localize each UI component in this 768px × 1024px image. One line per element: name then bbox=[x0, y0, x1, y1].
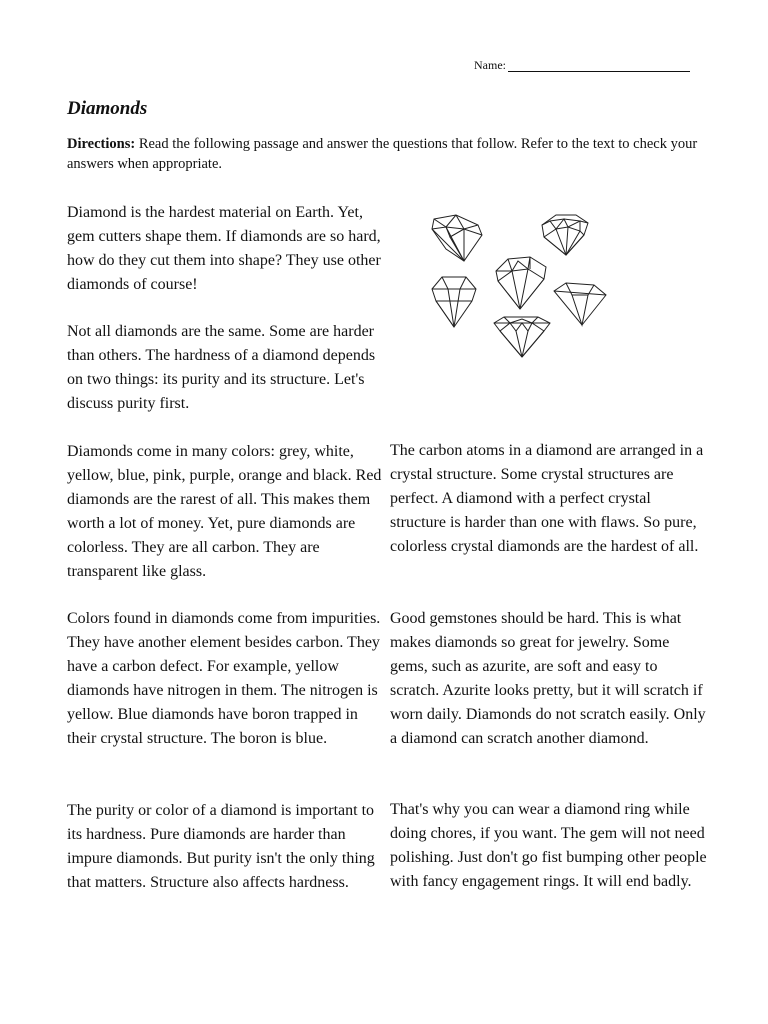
passage-paragraph-3: Diamonds come in many colors: grey, white, yellow, blue, pink, purple, orange and black. Red diamonds are the rarest of all. This makes them worth a lot of money. Yet, pure diamonds are colorless. They are all carbon. They are transparent like glass. bbox=[67, 443, 382, 580]
passage-paragraph-2: Not all diamonds are the same. Some are harder than others. The hardness of a diamond depends on two things: its purity and its structure. Let's discuss purity first. bbox=[67, 323, 376, 412]
name-blank-line[interactable] bbox=[508, 59, 690, 72]
passage-paragraph-8: That's why you can wear a diamond ring while doing chores, if you want. The gem will not need polishing. Just don't go fist bumping other people with fancy engagement rings. It will end badly. bbox=[390, 801, 707, 890]
passage-paragraph-4: Colors found in diamonds come from impurities. They have another element besides carbon. They have a carbon defect. For example, yellow diamonds have nitrogen in them. The nitrogen is yellow. Blue diamonds have boron trapped in their crystal structure. The boron is blue. bbox=[67, 610, 381, 747]
directions-text: Read the following passage and answer the questions that follow. Refer to the text to check your answers when appropriate. bbox=[67, 136, 698, 172]
name-label: Name: bbox=[474, 58, 506, 72]
page-title: Diamonds bbox=[67, 98, 148, 119]
passage-paragraph-1: Diamond is the hardest material on Earth. Yet, gem cutters shape them. If diamonds are so hard, how do they cut them into shape? They use other diamonds of course! bbox=[67, 204, 381, 293]
name-field[interactable] bbox=[474, 58, 690, 72]
diamond-2-icon bbox=[542, 215, 588, 255]
diamond-4-icon bbox=[432, 277, 476, 327]
diamond-6-icon bbox=[494, 317, 550, 357]
directions-label: Directions: bbox=[67, 136, 136, 152]
passage-paragraph-6: The carbon atoms in a diamond are arranged in a crystal structure. Some crystal structures are perfect. A diamond with a perfect crystal structure is harder than one with flaws. So pure, colorless crystal diamonds are the hardest of all. bbox=[390, 442, 704, 555]
passage-paragraph-5: The purity or color of a diamond is important to its hardness. Pure diamonds are harder than impure diamonds. But purity isn't the only thing that matters. Structure also affects hardness. bbox=[67, 802, 375, 891]
diamond-1-icon bbox=[432, 215, 482, 261]
diamond-3-icon bbox=[496, 257, 546, 309]
diamonds-illustration-icon bbox=[420, 205, 630, 365]
passage-paragraph-7: Good gemstones should be hard. This is what makes diamonds so great for jewelry. Some gems, such as azurite, are soft and easy to scratch. Azurite looks pretty, but it will scratch if worn daily. Diamonds do not scratch easily. Only a diamond can scratch another diamond. bbox=[390, 610, 706, 747]
diamond-5-icon bbox=[554, 283, 606, 325]
directions bbox=[67, 134, 707, 174]
